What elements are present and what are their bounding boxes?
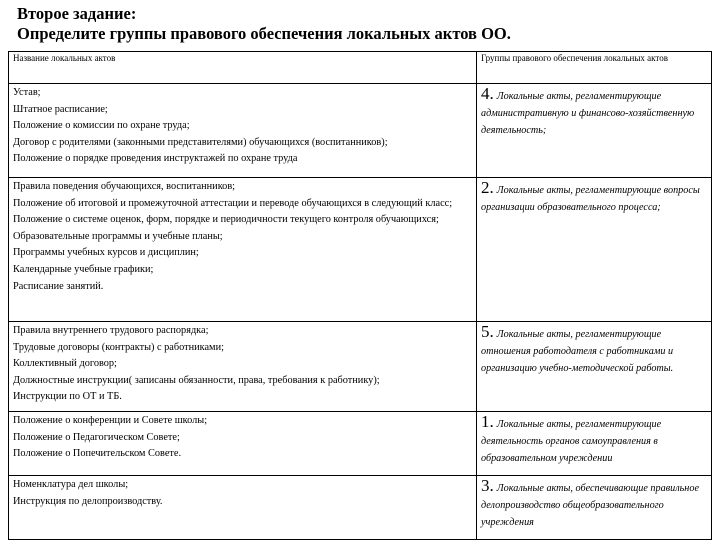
act-item: Положение о конференции и Совете школы; — [13, 415, 208, 426]
act-item: Положение о порядке проведения инструктажей по охране труда — [13, 153, 298, 165]
act-item: Должностные инструкции( записаны обязанности, права, требования к работнику); — [13, 374, 380, 386]
act-item: Расписание занятий. — [13, 280, 104, 292]
acts-cell — [9, 412, 477, 476]
act-item: Положение об итоговой и промежуточной аттестации и переводе обучающихся в следующий класс; — [13, 197, 453, 209]
act-item: Положение о Попечительском Совете. — [13, 448, 182, 460]
group-number: 1. — [481, 412, 494, 431]
table-row — [9, 178, 712, 322]
group-cell — [477, 178, 712, 322]
act-item: Программы учебных курсов и дисциплин; — [13, 247, 199, 259]
acts-cell — [9, 322, 477, 412]
local-acts-table — [8, 51, 712, 540]
group-text: Локальные акты, регламентирующие административную и финансово-хозяйственную деятельность; — [481, 91, 695, 136]
act-item: Коллективный договор; — [13, 358, 117, 370]
act-item: Правила внутреннего трудового распорядка; — [13, 325, 209, 336]
group-cell — [477, 84, 712, 178]
group-cell — [477, 322, 712, 412]
act-item: Инструкция по делопроизводству. — [13, 495, 163, 507]
act-item: Положение о Педагогическом Совете; — [13, 431, 180, 443]
act-item: Инструкции по ОТ и ТБ. — [13, 391, 122, 403]
act-item: Номенклатура дел школы; — [13, 479, 129, 490]
header-acts-groups: Группы правового обеспечения локальных актов — [477, 52, 712, 84]
group-number: 3. — [481, 476, 494, 495]
act-item: Штатное расписание; — [13, 103, 108, 115]
group-text: Локальные акты, обеспечивающие правильное делопроизводство общеобразовательного учреждения — [481, 483, 699, 528]
task-instruction: Определите группы правового обеспечения локальных актов ОО. — [17, 24, 511, 43]
table-row — [9, 412, 712, 476]
act-item: Положение о системе оценок, форм, порядке и периодичности текущего контроля обучающихся; — [13, 214, 439, 226]
group-text: Локальные акты, регламентирующие деятельность органов самоуправления в образовательном учреждении — [481, 419, 662, 464]
act-item: Образовательные программы и учебные планы; — [13, 230, 223, 242]
group-number: 4. — [481, 84, 494, 103]
header-acts-name: Название локальных актов — [9, 52, 477, 84]
group-cell — [477, 412, 712, 476]
task-title: Второе задание: — [17, 4, 137, 23]
acts-cell — [9, 84, 477, 178]
group-cell — [477, 476, 712, 540]
group-text: Локальные акты, регламентирующие отношения работодателя с работниками и организацию учебно-методической работы. — [481, 329, 674, 374]
group-number: 2. — [481, 178, 494, 197]
act-item: Устав; — [13, 87, 41, 98]
group-number: 5. — [481, 322, 494, 341]
act-item: Положение о комиссии по охране труда; — [13, 120, 190, 132]
table-header-row — [9, 52, 712, 84]
table-row — [9, 322, 712, 412]
acts-cell — [9, 178, 477, 322]
acts-cell — [9, 476, 477, 540]
heading — [17, 4, 707, 44]
group-text: Локальные акты, регламентирующие вопросы организации образовательного процесса; — [481, 185, 700, 213]
table-row — [9, 84, 712, 178]
act-item: Календарные учебные графики; — [13, 263, 154, 275]
act-item: Трудовые договоры (контракты) с работниками; — [13, 341, 224, 353]
act-item: Договор с родителями (законными представителями) обучающихся (воспитанников); — [13, 136, 388, 148]
table-row — [9, 476, 712, 540]
act-item: Правила поведения обучающихся, воспитанников; — [13, 181, 236, 192]
